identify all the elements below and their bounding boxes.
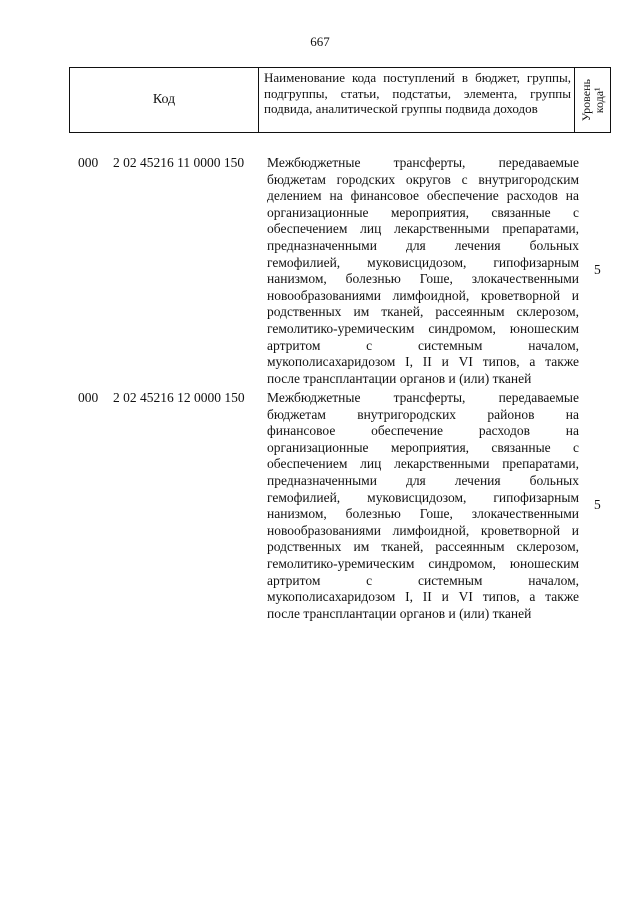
revenue-code: 2 02 45216 12 0000 150 [113,390,245,405]
table-header [69,67,611,133]
description-line: гемофилией, муковисцидозом, гипофизарным [267,489,579,505]
description-line: предназначенными для лечения больных [267,237,579,253]
description-line: мукополисахаридозом I, II и VI типов, а также [267,589,579,605]
revenue-description [267,390,579,622]
header-level-cell [574,68,610,132]
description-line: обеспечением лиц лекарственными препаратами, [267,221,579,237]
revenue-description [267,155,579,387]
description-line: артритом с системным началом, [267,572,579,588]
description-line: организационные мероприятия, связанные с [267,204,579,220]
page-number: 667 [310,34,330,49]
description-line: предназначенными для лечения больных [267,472,579,488]
description-line: Межбюджетные трансферты, передаваемые [267,390,579,405]
description-line: гемофилией, муковисцидозом, гипофизарным [267,254,579,270]
description-line: родственных им тканей, рассеянным склерозом, [267,539,579,555]
admin-code: 000 [78,155,99,170]
code-level: 5 [594,262,601,277]
description-line: мукополисахаридозом I, II и VI типов, а также [267,354,579,370]
description-line: после трансплантации органов и (или) тканей [267,370,532,386]
description-line: организационные мероприятия, связанные с [267,439,579,455]
header-code-label: Код [152,92,176,107]
description-line: новообразованиями лимфоидной, кроветворной и [267,287,579,303]
header-level-label: Уровень кода¹ [578,78,606,122]
description-line: Межбюджетные трансферты, передаваемые [267,155,579,170]
description-line: обеспечением лиц лекарственными препаратами, [267,456,579,472]
description-line: гемолитико-уремическим синдромом, юношеским [267,555,579,571]
description-line: бюджетам городских округов с внутригородским [267,171,579,187]
description-line: после трансплантации органов и (или) тканей [267,605,532,621]
description-line: нанизмом, болезнью Гоше, злокачественными [267,271,579,287]
description-line: делением на финансовое обеспечение расходов на [267,188,579,204]
header-name-cell [258,68,575,132]
description-line: артритом с системным началом, [267,337,579,353]
description-line: нанизмом, болезнью Гоше, злокачественными [267,506,579,522]
description-line: финансовое обеспечение расходов на [267,423,579,439]
description-line: гемолитико-уремическим синдромом, юношеским [267,320,579,336]
code-level: 5 [594,497,601,512]
description-line: новообразованиями лимфоидной, кроветворной и [267,522,579,538]
header-name-label: Наименование кода поступлений в бюджет, группы, подгруппы, статьи, подстатьи, элемента, группы подвида, аналитической группы подвида доходов [264,70,571,116]
revenue-code: 2 02 45216 11 0000 150 [113,155,245,170]
header-code-cell [70,68,259,132]
admin-code: 000 [78,390,99,405]
description-line: бюджетам внутригородских районов на [267,406,579,422]
description-line: родственных им тканей, рассеянным склерозом, [267,304,579,320]
